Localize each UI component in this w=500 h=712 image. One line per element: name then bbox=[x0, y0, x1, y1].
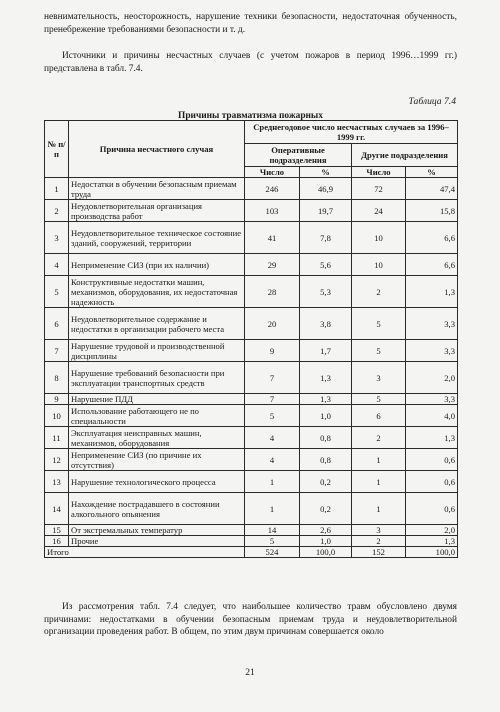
table-row bbox=[45, 493, 458, 525]
table-row bbox=[45, 471, 458, 493]
table-row bbox=[45, 200, 458, 222]
row-cause: Нарушение ПДД bbox=[69, 394, 245, 405]
row-operative-pct: 0,2 bbox=[300, 493, 352, 525]
row-cause: Неприменение СИЗ (по причине их отсутствия) bbox=[69, 449, 245, 471]
row-other-count: 3 bbox=[352, 525, 406, 536]
header-operative: Оперативные подразделения bbox=[245, 144, 352, 167]
table-row bbox=[45, 276, 458, 308]
row-other-pct: 15,8 bbox=[406, 200, 458, 222]
row-number: 15 bbox=[45, 525, 69, 536]
table-number: Таблица 7.4 bbox=[408, 96, 456, 107]
table-total-row bbox=[45, 547, 458, 558]
row-operative-count: 1 bbox=[245, 471, 300, 493]
row-cause: Прочие bbox=[69, 536, 245, 547]
total-op-n: 524 bbox=[245, 547, 300, 558]
row-operative-pct: 19,7 bbox=[300, 200, 352, 222]
row-number: 10 bbox=[45, 405, 69, 427]
table-row bbox=[45, 536, 458, 547]
row-operative-pct: 0,8 bbox=[300, 427, 352, 449]
row-operative-count: 29 bbox=[245, 254, 300, 276]
row-other-count: 5 bbox=[352, 340, 406, 362]
row-operative-count: 4 bbox=[245, 449, 300, 471]
header-pct: % bbox=[406, 167, 458, 178]
table-row bbox=[45, 405, 458, 427]
row-number: 9 bbox=[45, 394, 69, 405]
row-other-pct: 1,3 bbox=[406, 427, 458, 449]
table-row bbox=[45, 449, 458, 471]
table-row bbox=[45, 178, 458, 200]
table-row bbox=[45, 254, 458, 276]
row-other-count: 10 bbox=[352, 222, 406, 254]
table-row bbox=[45, 427, 458, 449]
table-row bbox=[45, 340, 458, 362]
row-other-count: 1 bbox=[352, 493, 406, 525]
row-number: 16 bbox=[45, 536, 69, 547]
row-other-count: 1 bbox=[352, 449, 406, 471]
row-operative-pct: 1,0 bbox=[300, 536, 352, 547]
row-other-pct: 0,6 bbox=[406, 471, 458, 493]
paragraph-top: невнимательность, неосторожность, нарушение техники безопасности, недостаточная обученность, пренебрежение требованиями безопасности и т. д. bbox=[44, 12, 457, 35]
row-other-count: 2 bbox=[352, 427, 406, 449]
row-other-count: 6 bbox=[352, 405, 406, 427]
row-operative-count: 20 bbox=[245, 308, 300, 340]
row-number: 5 bbox=[45, 276, 69, 308]
header-cause: Причина несчастного случая bbox=[69, 121, 245, 178]
total-op-p: 100,0 bbox=[300, 547, 352, 558]
row-operative-pct: 2,6 bbox=[300, 525, 352, 536]
row-other-pct: 2,0 bbox=[406, 525, 458, 536]
row-operative-pct: 0,2 bbox=[300, 471, 352, 493]
row-operative-count: 1 bbox=[245, 493, 300, 525]
row-operative-count: 41 bbox=[245, 222, 300, 254]
row-other-pct: 4,0 bbox=[406, 405, 458, 427]
row-other-count: 24 bbox=[352, 200, 406, 222]
total-ot-n: 152 bbox=[352, 547, 406, 558]
row-other-pct: 1,3 bbox=[406, 536, 458, 547]
row-other-pct: 0,6 bbox=[406, 449, 458, 471]
row-cause: Нарушение требований безопасности при эксплуатации транспортных средств bbox=[69, 362, 245, 394]
table-row bbox=[45, 394, 458, 405]
row-cause: От экстремальных температур bbox=[69, 525, 245, 536]
row-other-count: 10 bbox=[352, 254, 406, 276]
row-cause: Нахождение пострадавшего в состоянии алкогольного опьянения bbox=[69, 493, 245, 525]
row-number: 14 bbox=[45, 493, 69, 525]
row-operative-count: 7 bbox=[245, 362, 300, 394]
row-cause: Использование работающего не по специальности bbox=[69, 405, 245, 427]
row-number: 4 bbox=[45, 254, 69, 276]
row-operative-count: 103 bbox=[245, 200, 300, 222]
row-cause: Недостатки в обучении безопасным приемам труда bbox=[69, 178, 245, 200]
paragraph-bottom: Из рассмотрения табл. 7.4 следует, что наибольшее количество травм обусловлено двумя причинами: недостатками в обучении безопасным приемам труда и неудовлетворительной организации проведения работ. В общем, по этим двум причинам совершается около bbox=[44, 602, 457, 637]
row-number: 13 bbox=[45, 471, 69, 493]
row-cause: Конструктивные недостатки машин, механизмов, оборудования, их недостаточная надежность bbox=[69, 276, 245, 308]
row-number: 8 bbox=[45, 362, 69, 394]
row-operative-pct: 1,3 bbox=[300, 394, 352, 405]
row-cause: Нарушение трудовой и производственной дисциплины bbox=[69, 340, 245, 362]
table-row bbox=[45, 362, 458, 394]
row-other-pct: 0,6 bbox=[406, 493, 458, 525]
row-other-count: 1 bbox=[352, 471, 406, 493]
row-operative-pct: 1,0 bbox=[300, 405, 352, 427]
table-row bbox=[45, 525, 458, 536]
row-cause: Неприменение СИЗ (при их наличии) bbox=[69, 254, 245, 276]
row-operative-count: 5 bbox=[245, 536, 300, 547]
total-label: Итого bbox=[45, 547, 245, 558]
row-operative-count: 4 bbox=[245, 427, 300, 449]
row-other-pct: 3,3 bbox=[406, 394, 458, 405]
row-cause: Эксплуатация неисправных машин, механизмов, оборудования bbox=[69, 427, 245, 449]
row-other-count: 5 bbox=[352, 308, 406, 340]
row-cause: Неудовлетворительное техническое состояние зданий, сооружений, территории bbox=[69, 222, 245, 254]
header-count: Число bbox=[352, 167, 406, 178]
row-number: 2 bbox=[45, 200, 69, 222]
row-number: 1 bbox=[45, 178, 69, 200]
row-operative-pct: 1,3 bbox=[300, 362, 352, 394]
table-row bbox=[45, 222, 458, 254]
row-operative-count: 9 bbox=[245, 340, 300, 362]
row-operative-count: 5 bbox=[245, 405, 300, 427]
header-average: Среднегодовое число несчастных случаев за 1996–1999 гг. bbox=[245, 121, 458, 144]
row-operative-pct: 7,8 bbox=[300, 222, 352, 254]
header-num: № п/п bbox=[45, 121, 69, 178]
row-operative-pct: 3,8 bbox=[300, 308, 352, 340]
row-cause: Неудовлетворительная организация производства работ bbox=[69, 200, 245, 222]
injury-causes-table bbox=[44, 120, 458, 558]
row-cause: Нарушение технологического процесса bbox=[69, 471, 245, 493]
row-operative-pct: 46,9 bbox=[300, 178, 352, 200]
row-other-pct: 6,6 bbox=[406, 222, 458, 254]
row-number: 3 bbox=[45, 222, 69, 254]
row-other-pct: 3,3 bbox=[406, 308, 458, 340]
table-row bbox=[45, 308, 458, 340]
header-other: Другие подразделения bbox=[352, 144, 458, 167]
paragraph-sources: Источники и причины несчастных случаев (с учетом пожаров в период 1996…1999 гг.) представлена в табл. 7.4. bbox=[44, 51, 457, 74]
row-other-pct: 47,4 bbox=[406, 178, 458, 200]
row-other-pct: 2,0 bbox=[406, 362, 458, 394]
row-other-count: 72 bbox=[352, 178, 406, 200]
row-operative-count: 28 bbox=[245, 276, 300, 308]
row-cause: Неудовлетворительное содержание и недостатки в организации рабочего места bbox=[69, 308, 245, 340]
total-ot-p: 100,0 bbox=[406, 547, 458, 558]
row-operative-pct: 5,3 bbox=[300, 276, 352, 308]
header-pct: % bbox=[300, 167, 352, 178]
row-number: 12 bbox=[45, 449, 69, 471]
row-operative-count: 14 bbox=[245, 525, 300, 536]
row-number: 7 bbox=[45, 340, 69, 362]
row-other-pct: 6,6 bbox=[406, 254, 458, 276]
row-operative-count: 7 bbox=[245, 394, 300, 405]
row-other-pct: 3,3 bbox=[406, 340, 458, 362]
row-other-count: 2 bbox=[352, 276, 406, 308]
row-operative-pct: 1,7 bbox=[300, 340, 352, 362]
header-count: Число bbox=[245, 167, 300, 178]
row-operative-count: 246 bbox=[245, 178, 300, 200]
row-other-count: 5 bbox=[352, 394, 406, 405]
row-operative-pct: 0,8 bbox=[300, 449, 352, 471]
row-other-pct: 1,3 bbox=[406, 276, 458, 308]
row-other-count: 3 bbox=[352, 362, 406, 394]
row-number: 11 bbox=[45, 427, 69, 449]
table-title: Причины травматизма пожарных bbox=[178, 111, 323, 121]
row-number: 6 bbox=[45, 308, 69, 340]
row-operative-pct: 5,6 bbox=[300, 254, 352, 276]
row-other-count: 2 bbox=[352, 536, 406, 547]
page-number: 21 bbox=[245, 667, 255, 678]
